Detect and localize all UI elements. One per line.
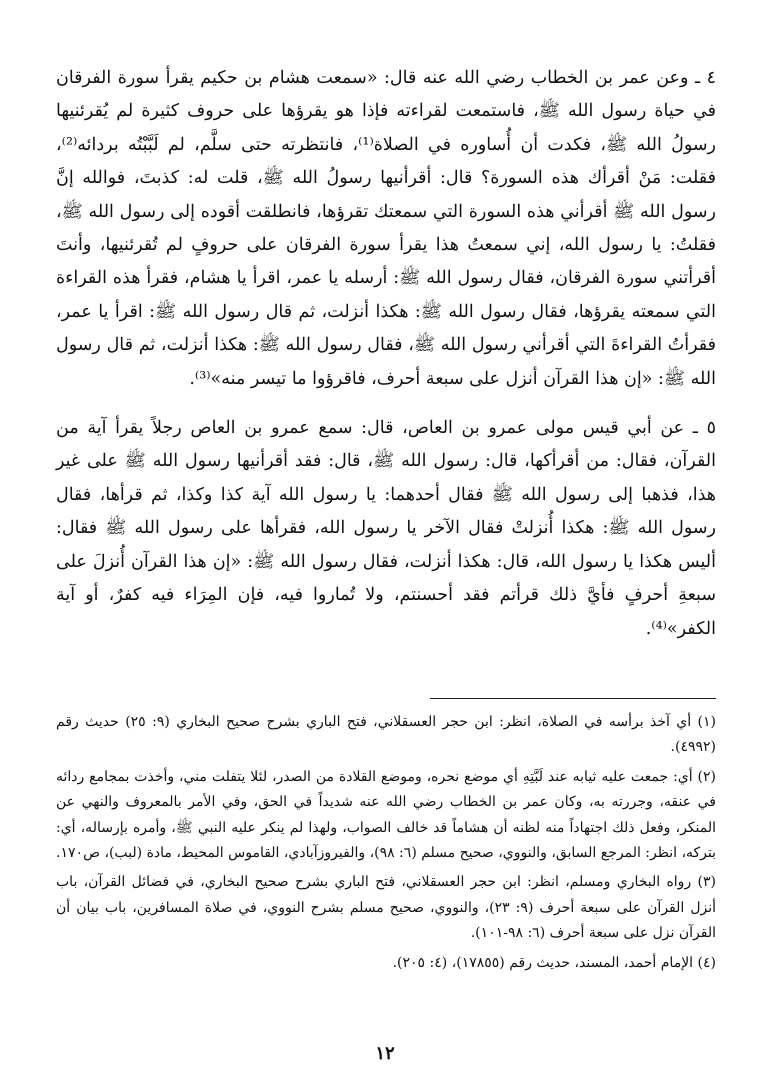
footnote-3	[56, 870, 716, 946]
footnote-marker: (٢)	[697, 768, 716, 785]
main-text	[56, 62, 716, 662]
footnote-1	[56, 710, 716, 761]
footnote-2	[56, 765, 716, 867]
footnotes	[56, 710, 716, 980]
hadith-4	[56, 62, 716, 396]
hadith-number: ٥	[706, 418, 716, 439]
hadith-text: ـ وعن عمر بن الخطاب رضي الله عنه قال: «سمعت هشام بن حكيم يقرأ سورة الفرقان في حياة رسول الله ﷺ، فاستمعت لقراءته فإذا هو يقرؤها على حروف كثيرة لم يُقرئنيها رسولُ الله ﷺ، فكدت أن أُساوره في الصلاة⁽¹⁾، فانتظرته حتى سلَّم، لم لَبَّبْتُه بردائه⁽²⁾، فقلت: مَنْ أقرأك هذه السورة؟ قال: أقرأنيها رسولُ الله ﷺ، قلت له: كذبتَ، فوالله إنَّ رسول الله ﷺ أقرأني هذه السورة التي سمعتك تقرؤها، فانطلقت أقوده إلى رسول الله ﷺ، فقلتُ: يا رسول الله، إني سمعتُ هذا يقرأ سورة الفرقان على حروفٍ لم تُقرئنيها، وأنتَ أقرأتني سورة الفرقان، فقال رسول الله ﷺ: أرسله يا عمر، اقرأ يا هشام، فقرأ هذه القراءة التي سمعته يقرؤها، فقال رسول الله ﷺ: هكذا أنزلت، ثم قال رسول الله ﷺ: اقرأ يا عمر، فقرأتُ القراءةَ التي أقرأني رسول الله ﷺ، فقال رسول الله ﷺ: هكذا أنزلت، ثم قال رسول الله ﷺ: «إن هذا القرآن أنزل على سبعة أحرف، فاقرؤوا ما تيسر منه»⁽³⁾.	[56, 68, 716, 389]
footnote-marker: (٣)	[697, 874, 716, 891]
hadith-5	[56, 412, 716, 646]
footnote-divider	[430, 698, 716, 699]
footnote-4	[56, 951, 716, 976]
footnote-text: الإمام أحمد، المسند، حديث رقم (١٧٨٥٥)، (٤: ٢٠٥).	[392, 954, 694, 971]
hadith-number: ٤	[706, 68, 716, 88]
hadith-text: ـ عن أبي قيس مولى عمرو بن العاص، قال: سمع عمرو بن العاص رجلاً يقرأ آية من القرآن، فقال: من أقرأكها، قال: رسول الله ﷺ، قال: فقد أقرأنيها رسول الله ﷺ على غير هذا، فذهبا إلى رسول الله ﷺ فقال أحدهما: يا رسول الله آية كذا وكذا، ثم قرأها، فقال رسول الله ﷺ: هكذا أُنزلتْ فقال الآخر يا رسول الله، فقرأها على رسول الله ﷺ فقال: أليس هكذا يا رسول الله، قال: هكذا أنزلت، فقال رسول الله ﷺ: «إن هذا القرآن أُنزلَ على سبعةِ أحرفٍ فأيَّ ذلك قرأتم فقد أحسنتم، ولا تُماروا فيه، فإن المِرَاء فيه كفرٌ، أو آية الكفر»⁽⁴⁾.	[56, 418, 716, 639]
footnote-text: أي: جمعت عليه ثيابه عند لَبَّتِهِ أي موضع نحره، وموضع القلادة من الصدر، لئلا يتفلت مني، وأخذت بمجامع ردائه في عنقه، وجررته به، وكان عمر بن الخطاب رضي الله عنه شديداً في الحق، وفي الأمر بالمعروف والنهي عن المنكر، وفعل ذلك اجتهاداً منه لظنه أن هشاماً قد خالف الصواب، ولهذا لم ينكر عليه النبي ﷺ، وأمره بإرساله، أي: بتركه، انظر: المرجع السابق، والنووي، صحيح مسلم (٦: ٩٨)، والفيروزآبادي، القاموس المحيط، مادة (لبب)، ص١٧٠.	[56, 768, 716, 862]
footnote-text: رواه البخاري ومسلم، انظر: ابن حجر العسقلاني، فتح الباري بشرح صحيح البخاري، في فضائل القرآن، باب أنزل القرآن على سبعة أحرف (٩: ٢٣)، والنووي، صحيح مسلم بشرح النووي، في صلاة المسافرين، باب بيان أن القرآن نزل على سبعة أحرف (٦: ٩٨-١٠١).	[56, 874, 716, 942]
page-number: ١٢	[375, 1043, 395, 1064]
footnote-marker: (٤)	[697, 954, 716, 971]
footnote-marker: (١)	[697, 714, 716, 730]
footnote-text: أي آخذ برأسه في الصلاة، انظر: ابن حجر العسقلاني، فتح الباري بشرح صحيح البخاري (٩: ٢٥) حديث رقم (٤٩٩٢).	[56, 714, 716, 756]
